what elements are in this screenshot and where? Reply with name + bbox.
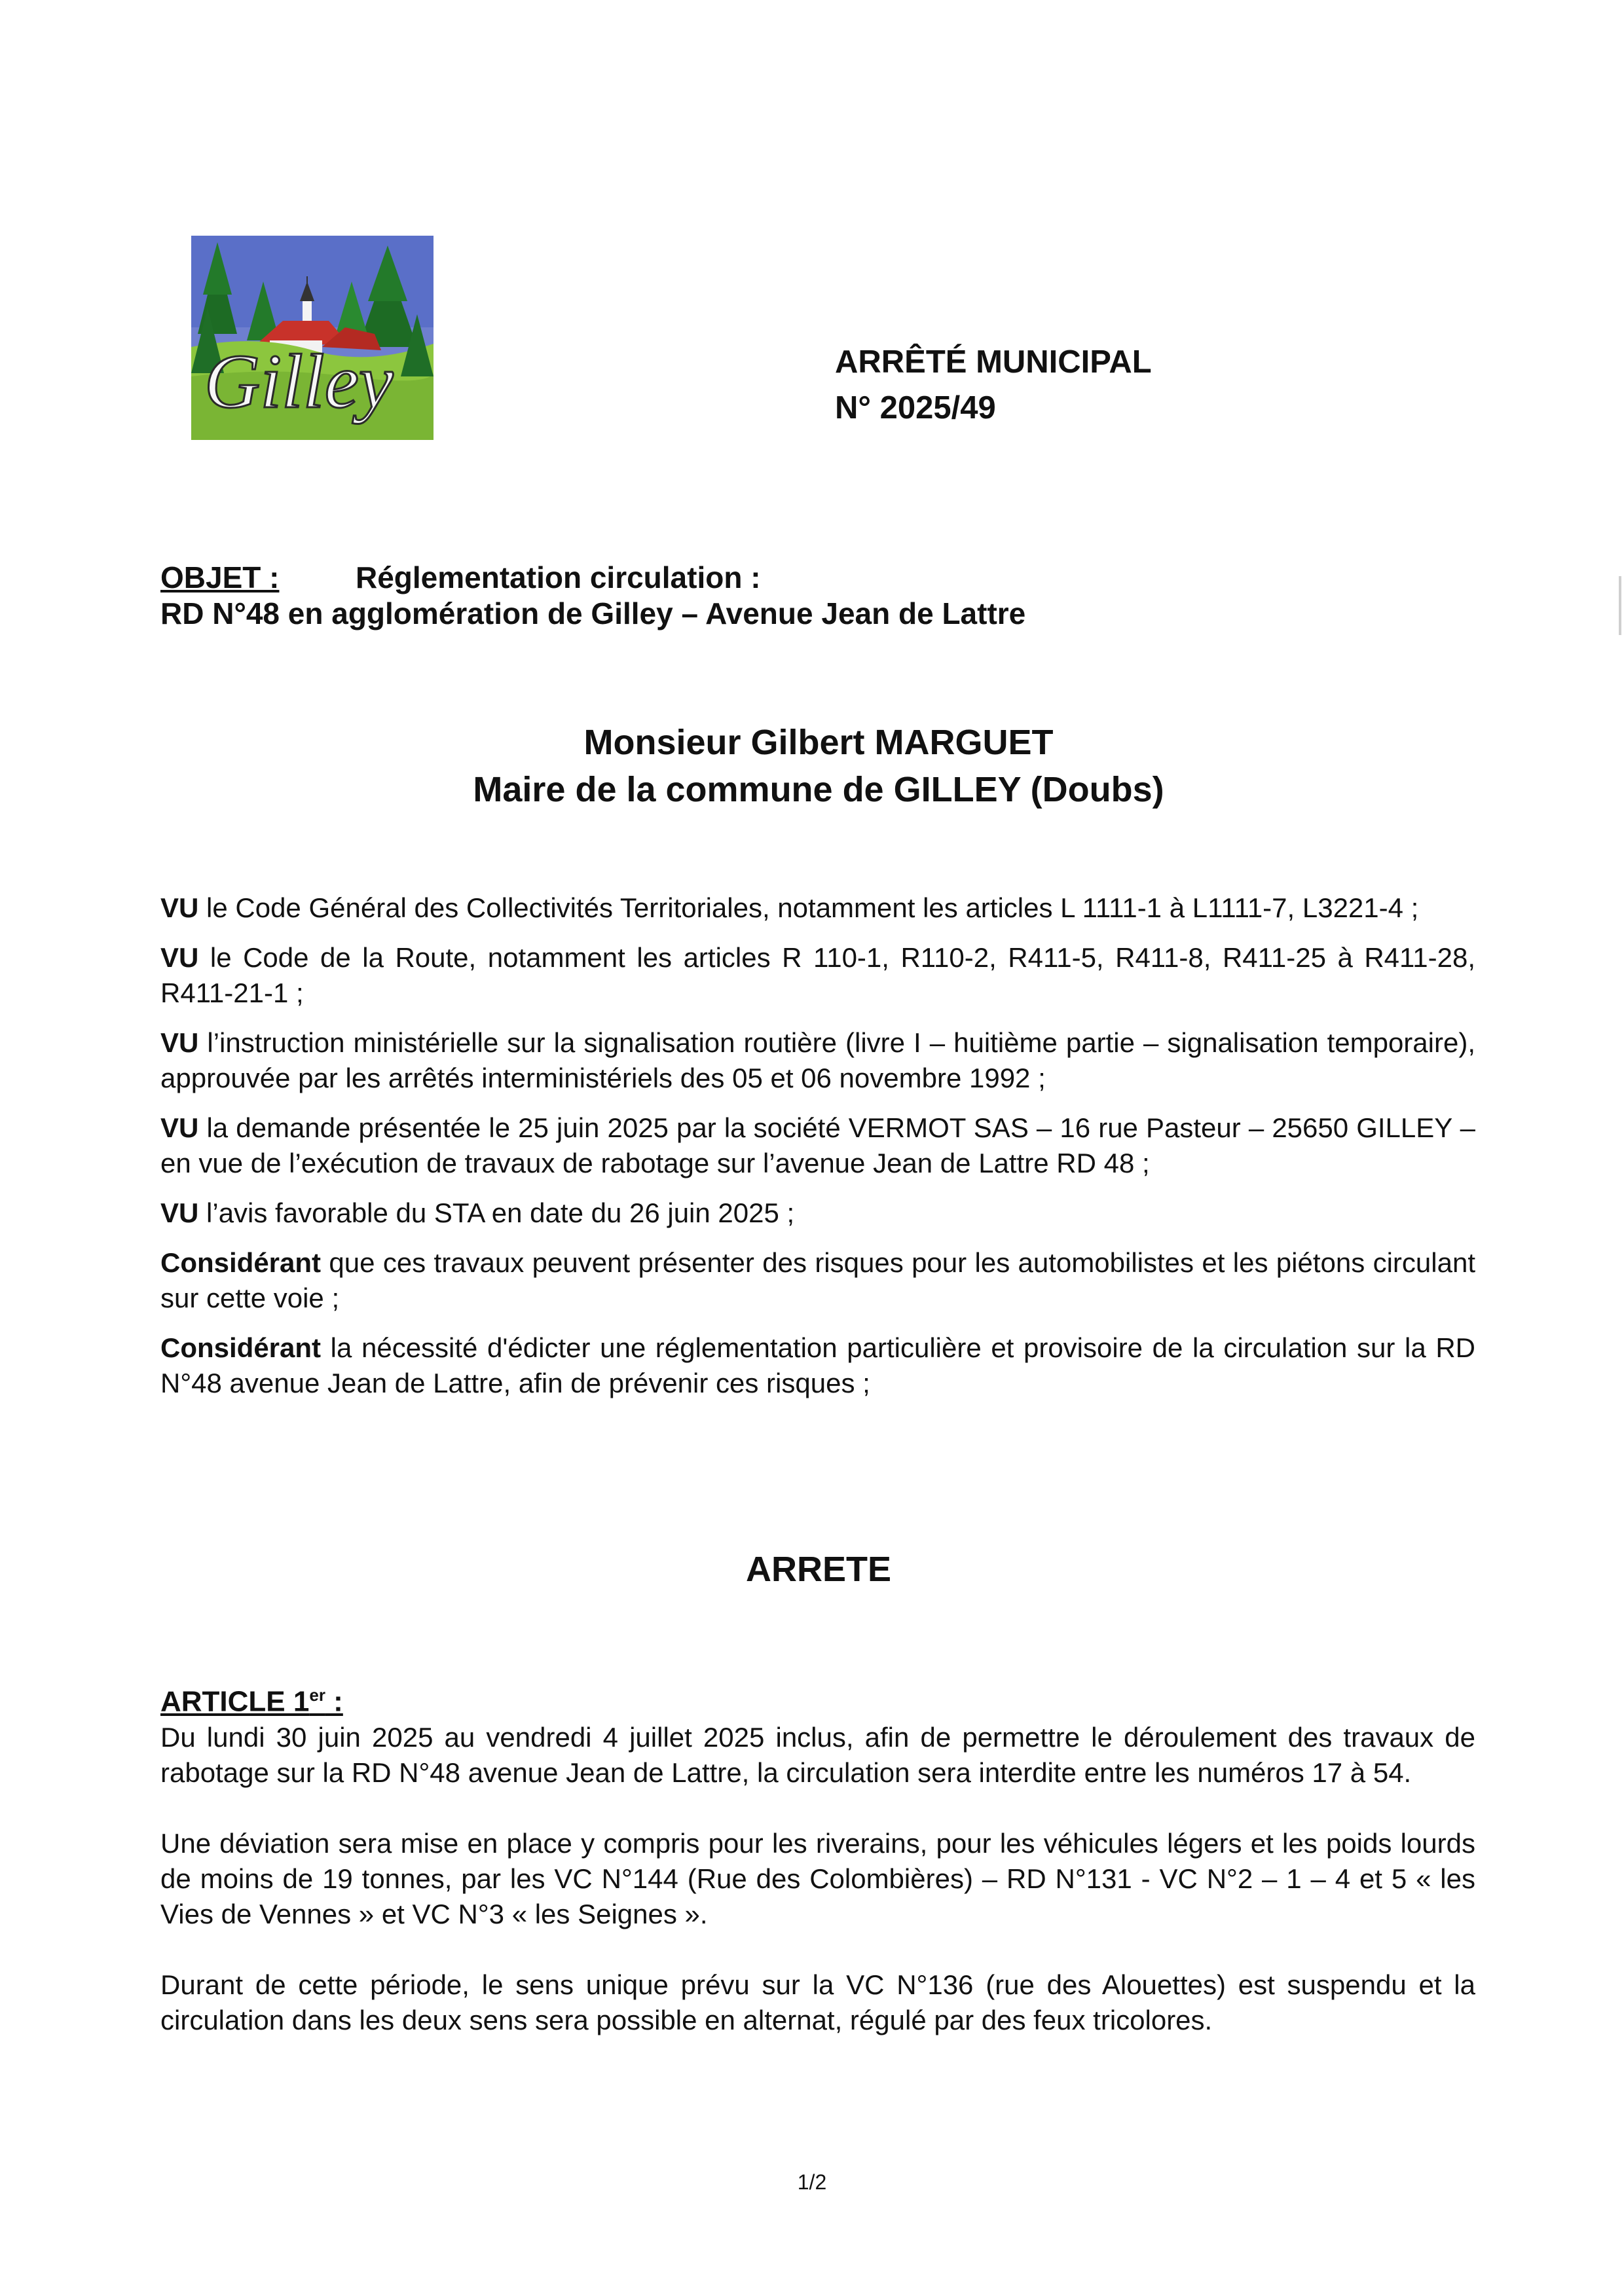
considerant-text: que ces travaux peuvent présenter des risques pour les automobilistes et les piétons circulant sur cette voie ;	[160, 1247, 1475, 1313]
article-heading-text: ARTICLE 1	[160, 1685, 310, 1718]
visa-text: l’instruction ministérielle sur la signalisation routière (livre I – huitième partie – signalisation temporaire), approuvée par les arrêtés interministériels des 05 et 06 novembre 1992 ;	[160, 1027, 1475, 1093]
visa-item	[160, 1110, 1475, 1181]
visa-text: le Code de la Route, notamment les articles R 110-1, R110-2, R411-5, R411-8, R411-25 à R411-28, R411-21-1 ;	[160, 942, 1475, 1008]
visas-list	[160, 890, 1475, 1415]
mayor-title: Maire de la commune de GILLEY (Doubs)	[473, 770, 1164, 809]
considerant-lead: Considérant	[160, 1247, 322, 1278]
article-paragraph: Une déviation sera mise en place y compris pour les riverains, pour les véhicules légers et les poids lourds de moins de 19 tonnes, par les VC N°144 (Rue des Colombières) – RD N°131 - VC N°2 – 1 – 4 et 5 « les Vies de Vennes » et VC N°3 « les Seignes ».	[160, 1827, 1475, 1929]
objet-line-1: Réglementation circulation :	[356, 560, 761, 594]
considerant-lead: Considérant	[160, 1332, 322, 1363]
visa-lead: VU	[160, 1197, 199, 1228]
visa-item	[160, 1025, 1475, 1096]
considerant-text: la nécessité d'édicter une réglementation particulière et provisoire de la circulation sur la RD N°48 avenue Jean de Lattre, afin de prévenir ces risques ;	[160, 1332, 1475, 1398]
objet-line-2: RD N°48 en agglomération de Gilley – Avenue Jean de Lattre	[160, 596, 1026, 630]
visa-text: l’avis favorable du STA en date du 26 juin 2025 ;	[198, 1197, 795, 1228]
article-paragraph: Du lundi 30 juin 2025 au vendredi 4 juillet 2025 inclus, afin de permettre le déroulement des travaux de rabotage sur la RD N°48 avenue Jean de Lattre, la circulation sera interdite entre les numéros 17 à 54.	[160, 1721, 1475, 1788]
document-title	[835, 339, 1152, 431]
considerant-item	[160, 1330, 1475, 1401]
visa-item	[160, 940, 1475, 1011]
title-line-1: ARRÊTÉ MUNICIPAL	[835, 344, 1152, 380]
mayor-block	[160, 719, 1477, 813]
article-heading-colon: :	[325, 1685, 343, 1718]
objet-block	[160, 560, 1470, 632]
visa-lead: VU	[160, 1027, 199, 1058]
scan-edge-mark	[1619, 576, 1621, 635]
arrete-number: N° 2025/49	[835, 390, 996, 426]
visa-item	[160, 1195, 1475, 1231]
visa-text: la demande présentée le 25 juin 2025 par la société VERMOT SAS – 16 rue Pasteur – 25650 GILLEY – en vue de l’exécution de travaux de rabotage sur l’avenue Jean de Lattre RD 48 ;	[160, 1112, 1475, 1178]
visa-text: le Code Général des Collectivités Territoriales, notamment les articles L 1111-1 à L1111-7, L3221-4 ;	[198, 892, 1419, 923]
page-number: 1/2	[797, 2170, 827, 2194]
gilley-logo	[191, 236, 434, 440]
article-1-heading	[160, 1677, 1475, 1720]
article-1	[160, 1677, 1475, 2073]
mayor-name: Monsieur Gilbert MARGUET	[583, 723, 1054, 762]
objet-label: OBJET :	[160, 560, 280, 594]
visa-lead: VU	[160, 942, 199, 973]
considerant-item	[160, 1245, 1475, 1316]
arrete-heading: ARRETE	[745, 1550, 891, 1589]
article-paragraph: Durant de cette période, le sens unique prévu sur la VC N°136 (rue des Alouettes) est suspendu et la circulation dans les deux sens sera possible en alternat, régulé par des feux tricolores.	[160, 1969, 1475, 2035]
visa-item	[160, 890, 1475, 926]
logo-text: Gilley	[204, 338, 394, 424]
visa-lead: VU	[160, 892, 199, 923]
article-heading-sup: er	[309, 1685, 325, 1705]
visa-lead: VU	[160, 1112, 199, 1143]
